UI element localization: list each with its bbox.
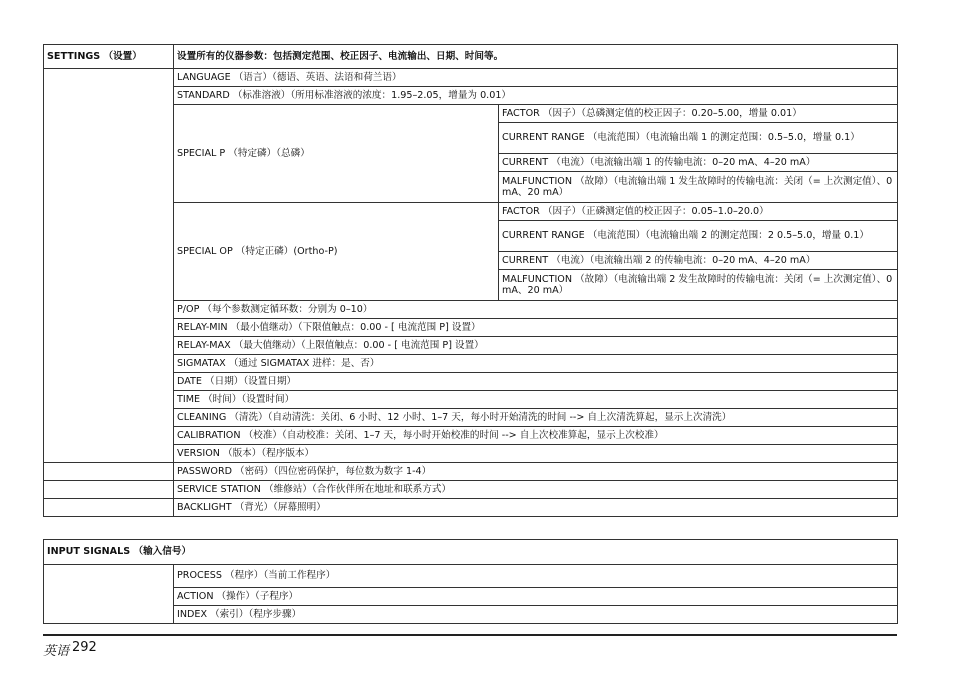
settings-blank-cell-2 [44, 463, 174, 481]
setting-special-p: SPECIAL P （特定磷）（总磷） [174, 105, 499, 203]
settings-table [43, 44, 898, 517]
input-action: ACTION （操作）（子程序） [174, 588, 898, 606]
setting-service-station: SERVICE STATION （维修站）（合作伙伴所在地址和联系方式） [174, 481, 898, 499]
input-index: INDEX （索引）（程序步骤） [174, 606, 898, 624]
footer-divider [43, 634, 897, 636]
setting-standard: STANDARD （标准溶液）（所用标准溶液的浓度：1.95–2.05，增量为 0.01） [174, 87, 898, 105]
setting-relay-max: RELAY-MAX （最大值继动）（上限值触点：0.00 - [ 电流范围 P] 设置） [174, 337, 898, 355]
settings-blank-cell-3 [44, 481, 174, 499]
setting-cleaning: CLEANING （清洗）（自动清洗：关闭、6 小时、12 小时、1–7 天，每小时开始清洗的时间 --> 自上次清洗算起，显示上次清洗） [174, 409, 898, 427]
footer-page-number: 292 [72, 640, 97, 655]
special-p-current-range: CURRENT RANGE （电流范围）（电流输出端 1 的测定范围：0.5–5.0，增量 0.1） [499, 123, 898, 154]
setting-calibration: CALIBRATION （校准）（自动校准：关闭、1–7 天，每小时开始校准的时间 --> 自上次校准算起，显示上次校准） [174, 427, 898, 445]
special-p-malfunction: MALFUNCTION （故障）（电流输出端 1 发生故障时的传输电流：关闭（= 上次测定值）、0 mA、20 mA） [499, 172, 898, 203]
special-p-factor: FACTOR （因子）（总磷测定值的校正因子：0.20–5.00，增量 0.01） [499, 105, 898, 123]
setting-special-op: SPECIAL OP （特定正磷）(Ortho-P) [174, 203, 499, 301]
setting-version: VERSION （版本）（程序版本） [174, 445, 898, 463]
settings-blank-cell-4 [44, 499, 174, 517]
input-signals-table [43, 539, 898, 624]
input-signals-header: INPUT SIGNALS （输入信号） [44, 540, 898, 565]
setting-language: LANGUAGE （语言）（德语、英语、法语和荷兰语） [174, 69, 898, 87]
setting-sigmatax: SIGMATAX （通过 SIGMATAX 进样：是、否） [174, 355, 898, 373]
setting-date: DATE （日期）（设置日期） [174, 373, 898, 391]
special-p-current: CURRENT （电流）（电流输出端 1 的传输电流：0–20 mA、4–20 mA） [499, 154, 898, 172]
setting-relay-min: RELAY-MIN （最小值继动）（下限值触点：0.00 - [ 电流范围 P] 设置） [174, 319, 898, 337]
special-op-current-range: CURRENT RANGE （电流范围）（电流输出端 2 的测定范围：2 0.5–5.0，增量 0.1） [499, 221, 898, 252]
setting-p-op: P/OP （每个参数测定循环数：分别为 0–10） [174, 301, 898, 319]
footer-language: 英语 [43, 644, 70, 659]
input-signals-blank-cell [44, 565, 174, 624]
special-op-malfunction: MALFUNCTION （故障）（电流输出端 2 发生故障时的传输电流：关闭（= 上次测定值）、0 mA、20 mA） [499, 270, 898, 301]
setting-time: TIME （时间）（设置时间） [174, 391, 898, 409]
settings-header-label: SETTINGS （设置） [44, 45, 174, 69]
setting-backlight: BACKLIGHT （背光）（屏幕照明） [174, 499, 898, 517]
settings-blank-cell [44, 69, 174, 463]
input-process: PROCESS （程序）（当前工作程序） [174, 565, 898, 588]
setting-password: PASSWORD （密码）（四位密码保护，每位数为数字 1-4） [174, 463, 898, 481]
special-op-current: CURRENT （电流）（电流输出端 2 的传输电流：0–20 mA、4–20 mA） [499, 252, 898, 270]
settings-header-description: 设置所有的仪器参数：包括测定范围、校正因子、电流输出、日期、时间等。 [174, 45, 898, 69]
special-op-factor: FACTOR （因子）（正磷测定值的校正因子：0.05–1.0–20.0） [499, 203, 898, 221]
